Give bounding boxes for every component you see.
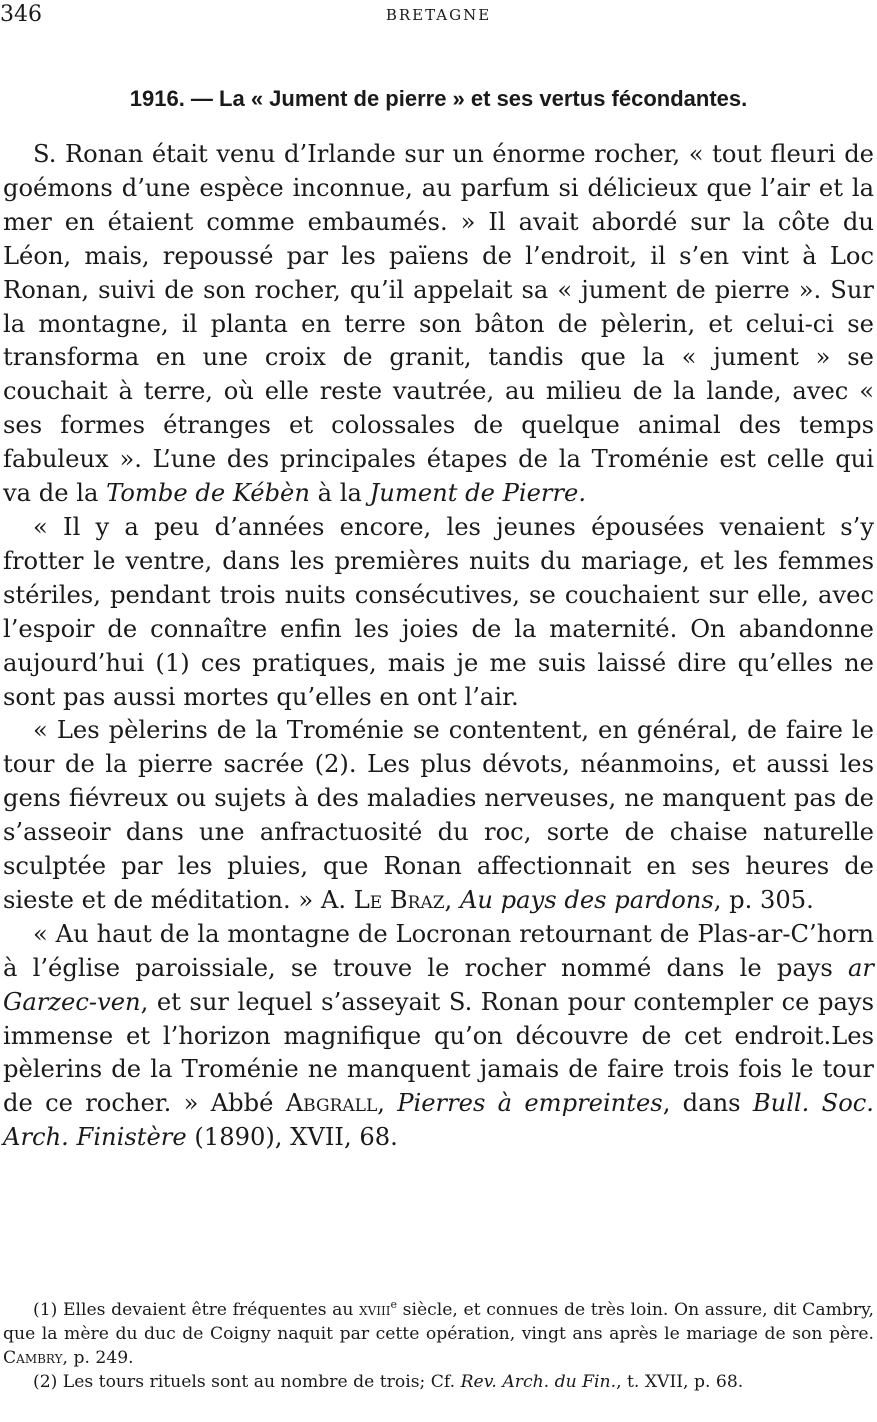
paragraph-4-text-a: « Au haut de la montagne de Locronan retournant de Plas-ar-C’horn à l’église paroissiale, se trouve le rocher nommé dans le pays <box>3 919 874 982</box>
footnote-2-text-a: (2) Les tours rituels sont au nombre de trois; Cf. <box>33 1372 461 1392</box>
paragraph-2-text: « Il y a peu d’années encore, les jeunes épousées venaient s’y frotter le ventre, dans les premières nuits du mariage, et les femmes stériles, pendant trois nuits consécutives, se couchaient sur elle, avec l’espoir de connaître enfin les joies de la maternité. On abandonne aujourd’hui (1) ces pratiques, mais je me suis laissé dire qu’elles ne sont pas aussi mortes qu’elles en ont l’air. <box>3 512 874 711</box>
body-text <box>3 138 874 1155</box>
paragraph-3 <box>3 714 874 917</box>
page-number: 346 <box>0 2 42 27</box>
footnote-2 <box>3 1370 874 1394</box>
paragraph-3-text-b: , <box>444 885 460 914</box>
footnote-1-text-c: , p. 249. <box>62 1348 134 1368</box>
footnotes <box>3 1298 874 1394</box>
paragraph-3-italic-1: Au pays des pardons <box>459 885 714 914</box>
paragraph-4-italic-3: Bull. Soc. Arch. Finistère <box>3 1089 874 1152</box>
entry-title: 1916. — La « Jument de pierre » et ses vertus fécondantes. <box>129 86 748 111</box>
paragraph-4 <box>3 918 874 1155</box>
footnote-2-text-b: , t. XVII, p. 68. <box>616 1372 744 1392</box>
footnote-1-superscript: e <box>390 1298 398 1311</box>
footnote-1-author: Cambry <box>3 1348 63 1368</box>
running-head <box>0 2 877 28</box>
running-title: BRETAGNE <box>385 6 492 24</box>
footnote-1-century: xviii <box>359 1300 391 1320</box>
paragraph-4-text-b: , et sur lequel s’asseyait S. Ronan pour contempler ce pays immense et l’horizon magnifique qu’on découvre de cet endroit.Les pèlerins de la Troménie ne manquent jamais de faire trois fois le tour de ce rocher. » Abbé <box>3 987 874 1118</box>
paragraph-1-italic-1: Tombe de Kébèn <box>106 479 310 508</box>
paragraph-4-text-c: , <box>377 1089 398 1118</box>
footnote-1 <box>3 1298 874 1370</box>
paragraph-1-text-b: à la <box>309 479 370 508</box>
paragraph-4-author: Abgrall <box>285 1089 378 1118</box>
footnote-2-italic-1: Rev. Arch. du Fin. <box>460 1372 617 1392</box>
paragraph-4-italic-2: Pierres à empreintes <box>397 1089 663 1118</box>
paragraph-4-italic-1: ar Garzec-ven <box>3 953 874 1016</box>
paragraph-4-text-e: (1890), XVII, 68. <box>186 1123 398 1152</box>
paragraph-3-text-a: « Les pèlerins de la Troménie se contentent, en général, de faire le tour de la pierre sacrée (2). Les plus dévots, néanmoins, et aussi les gens fiévreux ou sujets à des maladies nerveuses, ne manquent pas de s’asseoir dans une anfractuosité du roc, sorte de chaise naturelle sculptée par les pluies, que Ronan affectionnait en ses heures de sieste et de méditation. » A. <box>3 716 874 914</box>
paragraph-1-text-a: S. Ronan était venu d’Irlande sur un énorme rocher, « tout fleuri de goémons d’une espèce inconnue, au parfum si délicieux que l’air et la mer en étaient comme embaumés. » Il avait abordé sur la côte du Léon, mais, repoussé par les païens de l’endroit, il s’en vint à Loc Ronan, suivi de son rocher, qu’il appelait sa « jument de pierre ». Sur la montagne, il planta en terre son bâton de pèlerin, et celui-ci se transforma en une croix de granit, tandis que la « jument » se couchait à terre, où elle reste vautrée, au milieu de la lande, avec « ses formes étranges et colossales de quelque animal des temps fabuleux ». L’une des principales étapes de la Troménie est celle qui va de la <box>3 140 874 508</box>
paragraph-1-italic-2: Jument de Pierre. <box>369 479 587 508</box>
paragraph-4-text-d: , dans <box>662 1089 753 1118</box>
footnote-1-text-a: (1) Elles devaient être fréquentes au <box>33 1300 360 1320</box>
paragraph-3-author: Le Braz <box>353 885 445 914</box>
paragraph-3-text-c: , p. 305. <box>713 885 814 914</box>
footnote-1-text-b: siècle, et connues de très loin. On assure, dit Cambry, que la mère du duc de Coigny naquit par cette opération, vingt ans après le mariage de son père. <box>3 1300 874 1344</box>
paragraph-2 <box>3 511 874 714</box>
paragraph-1 <box>3 138 874 511</box>
